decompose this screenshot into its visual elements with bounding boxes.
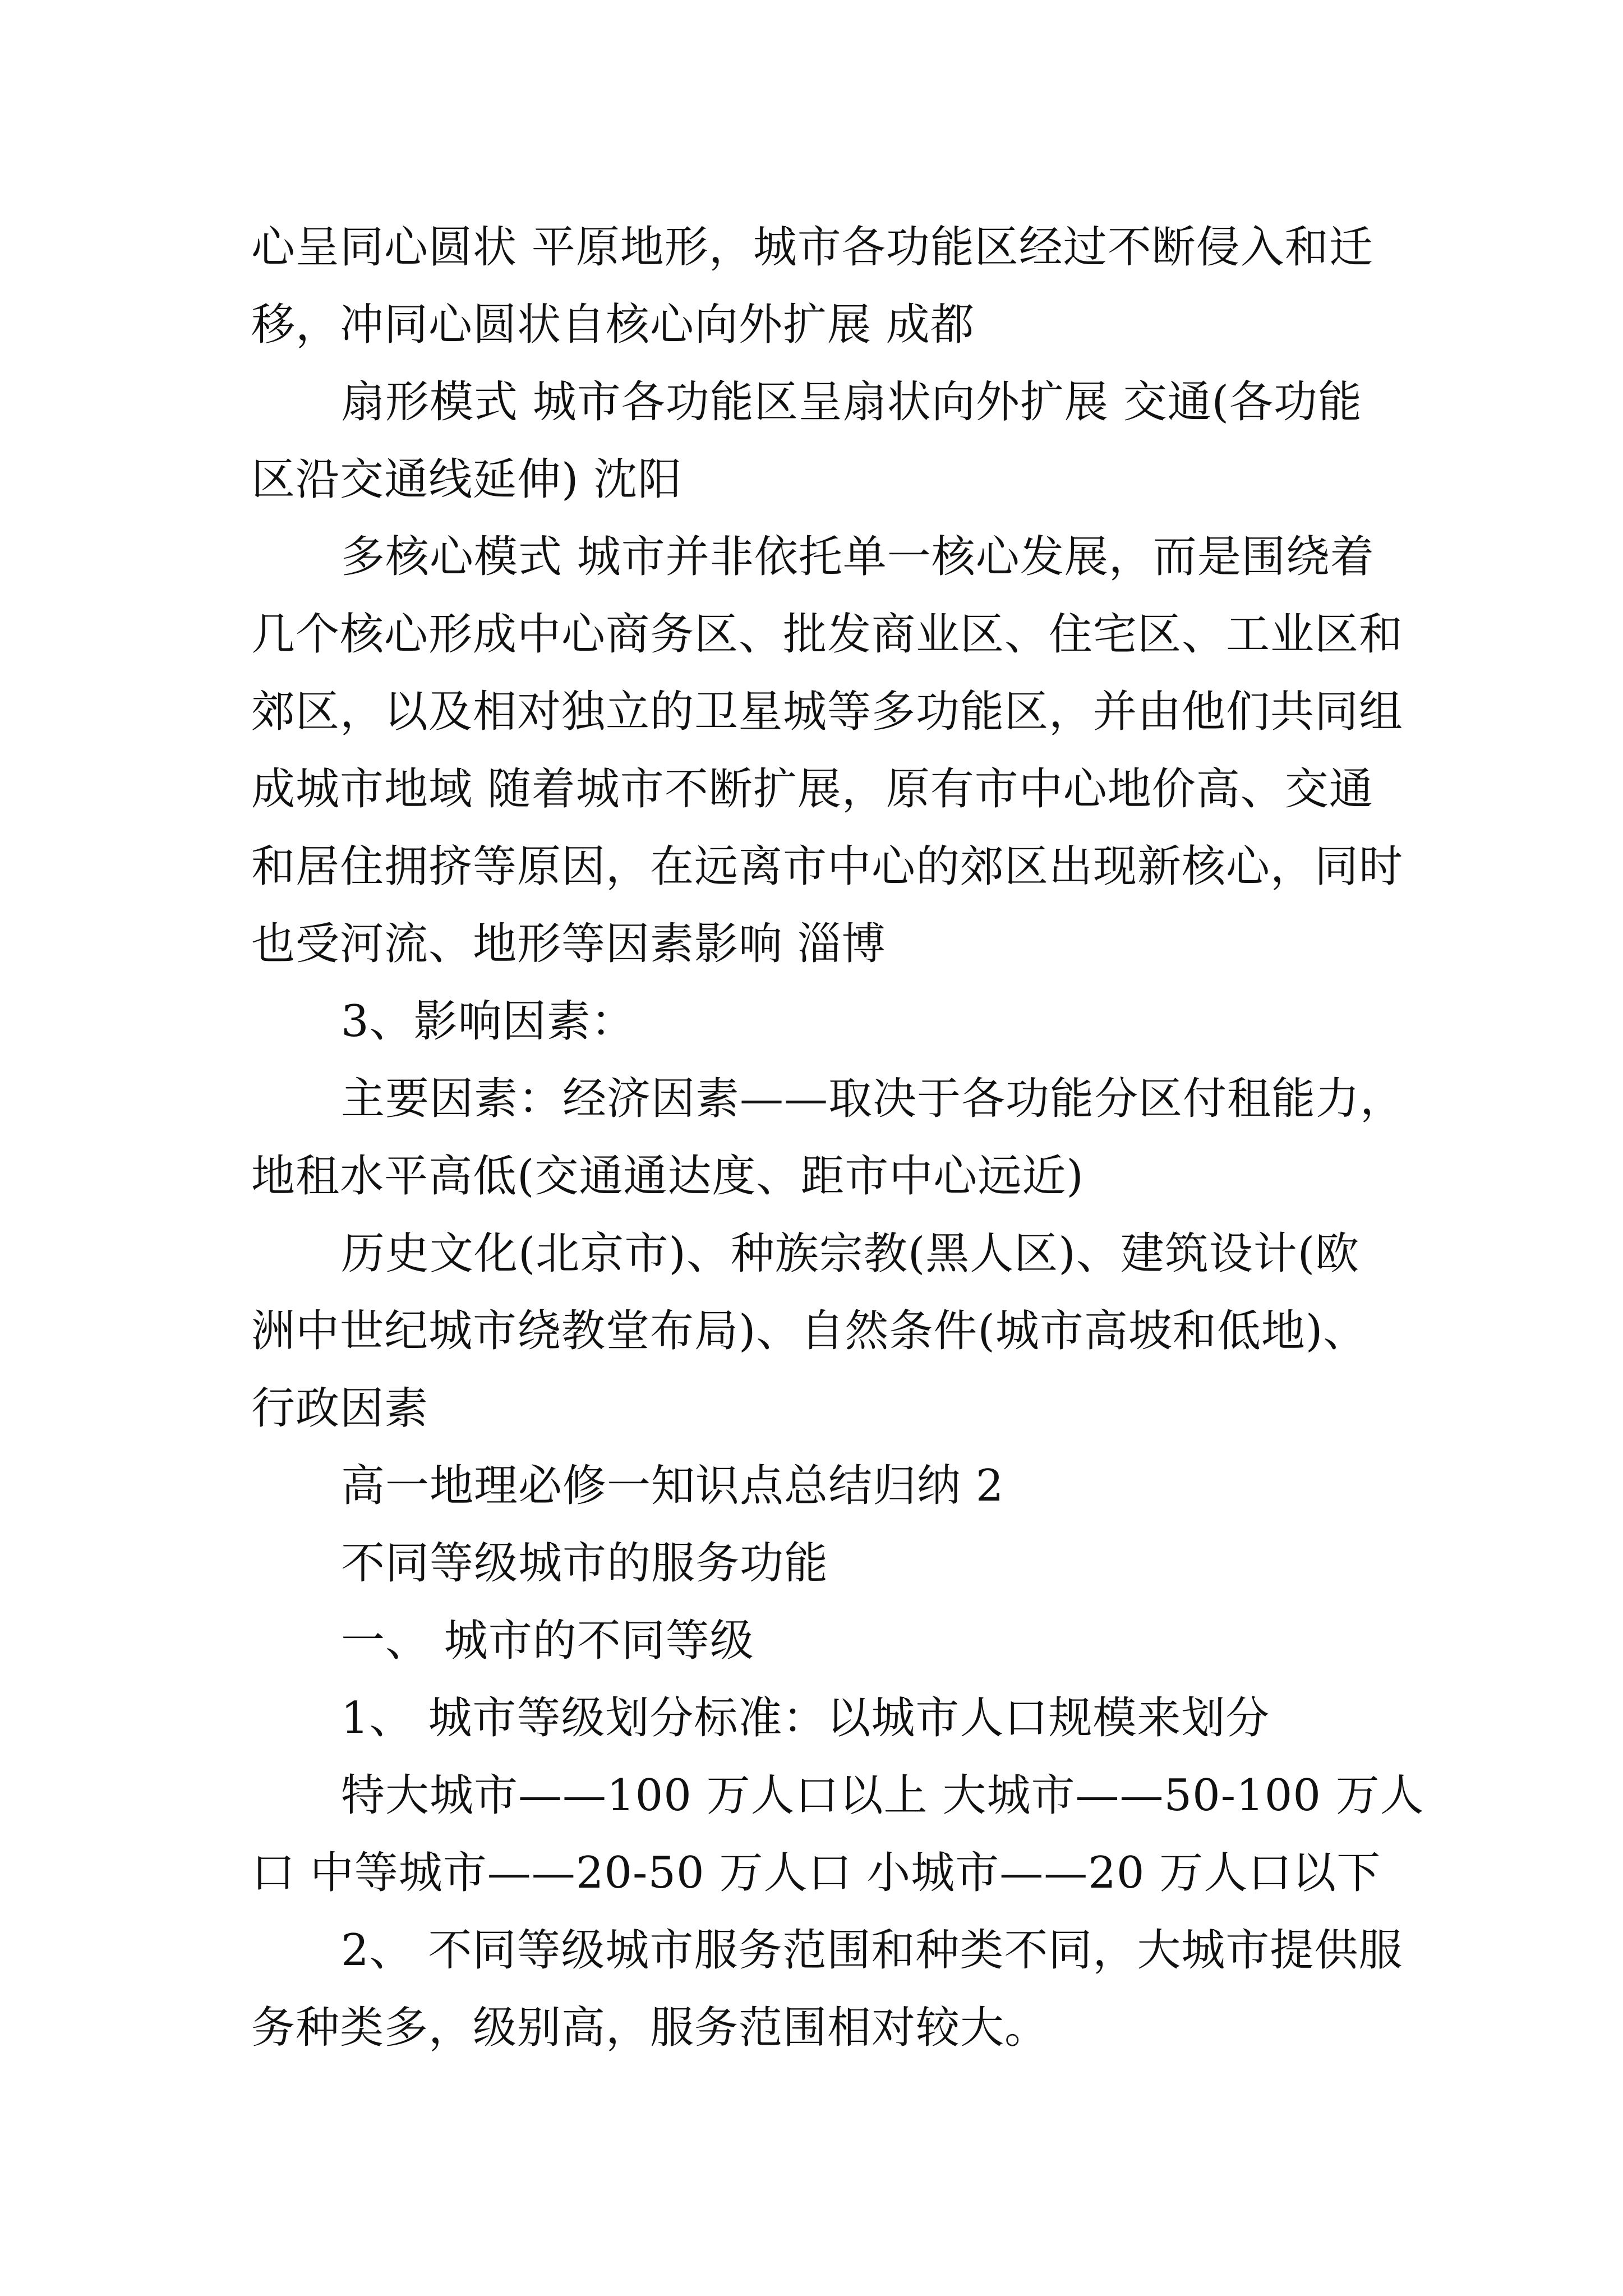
text-line: 口 中等城市——20-50 万人口 小城市——20 万人口以下 xyxy=(251,1848,1381,1898)
section-title: 不同等级城市的服务功能 xyxy=(341,1538,829,1589)
text-line: 郊区，以及相对独立的卫星城等多功能区，并由他们共同组 xyxy=(251,687,1404,737)
text-line: 和居住拥挤等原因，在远离市中心的郊区出现新核心，同时 xyxy=(251,841,1404,892)
text-line: 几个核心形成中心商务区、批发商业区、住宅区、工业区和 xyxy=(251,609,1404,660)
section-heading: 3、影响因素： xyxy=(341,996,635,1047)
text-line: 务种类多，级别高，服务范围相对较大。 xyxy=(251,2003,1049,2053)
text-line: 主要因素：经济因素——取决于各功能分区付租能力， xyxy=(341,1074,1405,1124)
section-heading: 一、 城市的不同等级 xyxy=(341,1616,754,1666)
text-line: 扇形模式 城市各功能区呈扇状向外扩展 交通(各功能 xyxy=(341,377,1363,427)
text-line: 也受河流、地形等因素影响 淄博 xyxy=(251,919,886,969)
text-line: 区沿交通线延伸) 沈阳 xyxy=(251,454,683,505)
text-line: 心呈同心圆状 平原地形，城市各功能区经过不断侵入和迁 xyxy=(251,222,1373,273)
text-line: 移，冲同心圆状自核心向外扩展 成都 xyxy=(251,300,975,350)
text-line: 成城市地域 随着城市不断扩展，原有市中心地价高、交通 xyxy=(251,764,1373,815)
text-line: 特大城市——100 万人口以上 大城市——50-100 万人 xyxy=(341,1770,1424,1821)
list-item: 1、 城市等级划分标准：以城市人口规模来划分 xyxy=(341,1693,1270,1743)
text-line: 行政因素 xyxy=(251,1383,429,1434)
document-subtitle: 高一地理必修一知识点总结归纳 2 xyxy=(341,1461,1004,1511)
text-line: 地租水平高低(交通通达度、距市中心远近) xyxy=(251,1151,1084,1202)
text-line: 历史文化(北京市)、种族宗教(黑人区)、建筑设计(欧 xyxy=(341,1228,1360,1279)
document-body xyxy=(251,209,1424,2067)
text-line: 多核心模式 城市并非依托单一核心发展，而是围绕着 xyxy=(341,532,1375,582)
list-item: 2、 不同等级城市服务范围和种类不同，大城市提供服 xyxy=(341,1925,1403,1976)
text-line: 洲中世纪城市绕教堂布局)、自然条件(城市高坡和低地)、 xyxy=(251,1306,1368,1356)
